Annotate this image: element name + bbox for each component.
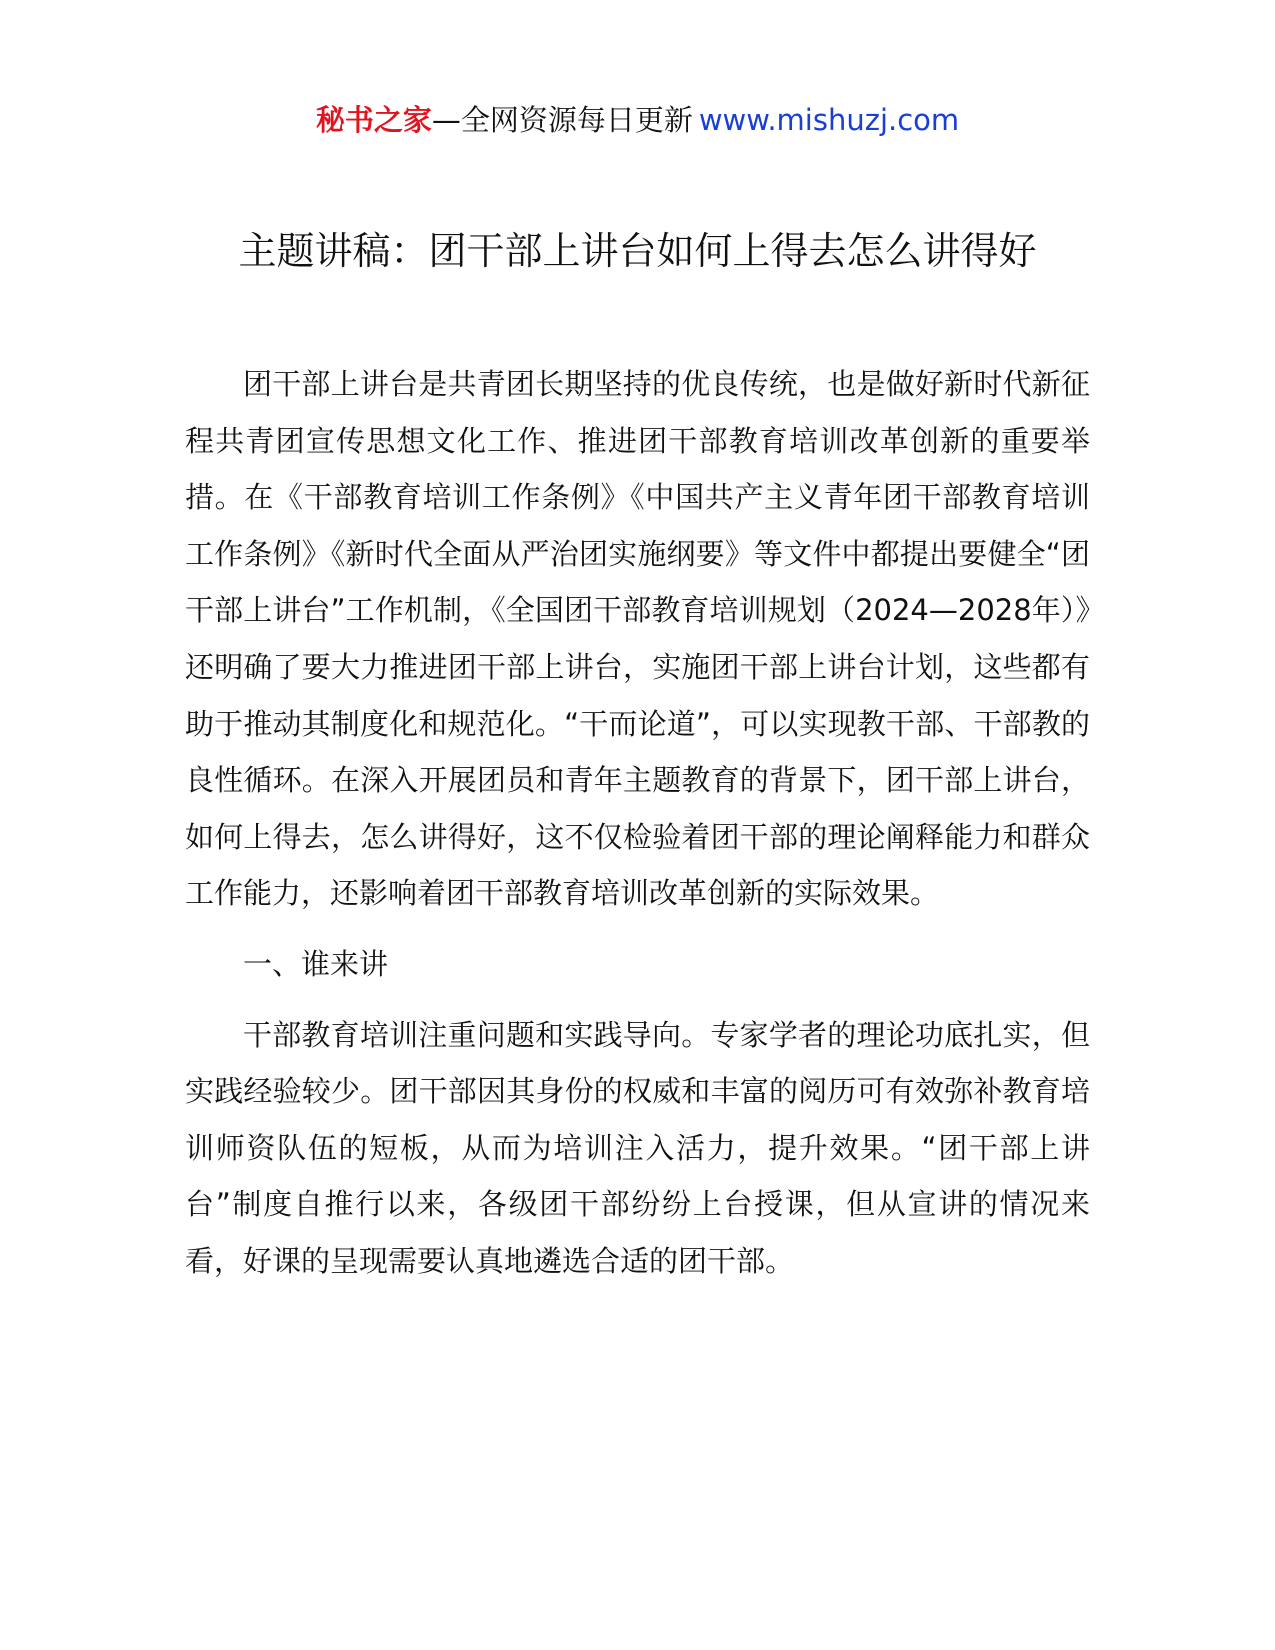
document-body [185, 356, 1090, 1290]
site-header [0, 100, 1275, 140]
site-url-link[interactable]: www.mishuzj.com [698, 103, 960, 137]
section-heading-who-speaks: 一、谁来讲 [243, 946, 389, 981]
section-paragraph: 干部教育培训注重问题和实践导向。专家学者的理论功底扎实，但实践经验较少。团干部因其身份的权威和丰富的阅历可有效弥补教育培训师资队伍的短板，从而为培训注入活力，提升效果。“团干部上讲台”制度自推行以来，各级团干部纷纷上台授课，但从宣讲的情况来看，好课的呈现需要认真地遴选合适的团干部。 [185, 1017, 1090, 1278]
intro-paragraph: 团干部上讲台是共青团长期坚持的优良传统，也是做好新时代新征程共青团宣传思想文化工作、推进团干部教育培训改革创新的重要举措。在《干部教育培训工作条例》《中国共产主义青年团干部教育培训工作条例》《新时代全面从严治团实施纲要》等文件中都提出要健全“团干部上讲台”工作机制，《全国团干部教育培训规划（2024—2028年）》还明确了要大力推进团干部上讲台，实施团干部上讲台计划，这些都有助于推动其制度化和规范化。“干而论道”，可以实现教干部、干部教的良性循环。在深入开展团员和青年主题教育的背景下，团干部上讲台，如何上得去，怎么讲得好，这不仅检验着团干部的理论阐释能力和群众工作能力，还影响着团干部教育培训改革创新的实际效果。 [185, 367, 1090, 911]
brand-name: 秘书之家 [315, 103, 432, 137]
document-title: 主题讲稿：团干部上讲台如何上得去怎么讲得好 [238, 229, 1037, 273]
header-tagline: —全网资源每日更新 [431, 103, 693, 137]
